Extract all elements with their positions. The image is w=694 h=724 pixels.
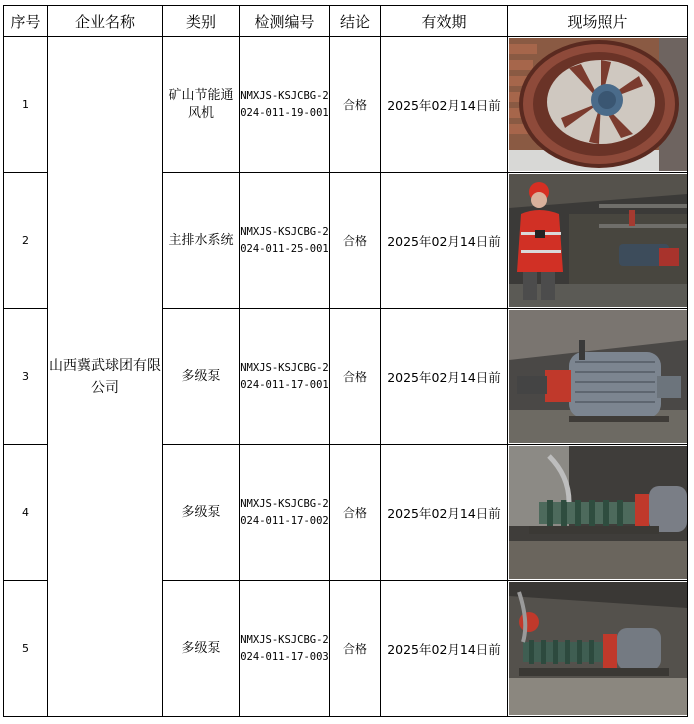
row-validity: 2025年02月14日前 (381, 309, 508, 445)
row-report-no: NMXJS-KSJCBG-2024-011-17-003 (240, 581, 330, 717)
row-index: 5 (4, 581, 48, 717)
row-index: 3 (4, 309, 48, 445)
header-report-no: 检测编号 (240, 6, 330, 37)
row-report-no: NMXJS-KSJCBG-2024-011-17-002 (240, 445, 330, 581)
worker-in-pump-room-photo (509, 174, 687, 307)
header-company: 企业名称 (48, 6, 163, 37)
header-validity: 有效期 (381, 6, 508, 37)
multistage-pump-motor-photo (509, 310, 687, 443)
row-photo-cell (508, 581, 688, 717)
company-name: 山西冀武球团有限公司 (48, 37, 163, 717)
axial-fan-image (509, 38, 687, 171)
row-conclusion: 合格 (330, 445, 381, 581)
pump-room-image (509, 174, 687, 307)
pump-image (509, 582, 687, 715)
pump-image (509, 446, 687, 579)
row-validity: 2025年02月14日前 (381, 445, 508, 581)
table-row (4, 37, 688, 173)
row-validity: 2025年02月14日前 (381, 37, 508, 173)
row-index: 2 (4, 173, 48, 309)
row-category: 多级泵 (163, 309, 240, 445)
row-report-no: NMXJS-KSJCBG-2024-011-17-001 (240, 309, 330, 445)
inspection-table (3, 5, 688, 717)
row-report-no: NMXJS-KSJCBG-2024-011-25-001 (240, 173, 330, 309)
row-conclusion: 合格 (330, 37, 381, 173)
row-validity: 2025年02月14日前 (381, 173, 508, 309)
row-conclusion: 合格 (330, 581, 381, 717)
pump-motor-image (509, 310, 687, 443)
row-report-no: NMXJS-KSJCBG-2024-011-19-001 (240, 37, 330, 173)
axial-fan-photo (509, 38, 687, 171)
row-photo-cell (508, 37, 688, 173)
multistage-pump-photo (509, 446, 687, 579)
row-category: 多级泵 (163, 445, 240, 581)
header-index: 序号 (4, 6, 48, 37)
row-category: 矿山节能通风机 (163, 37, 240, 173)
row-photo-cell (508, 173, 688, 309)
row-index: 1 (4, 37, 48, 173)
row-validity: 2025年02月14日前 (381, 581, 508, 717)
row-index: 4 (4, 445, 48, 581)
row-photo-cell (508, 309, 688, 445)
row-conclusion: 合格 (330, 309, 381, 445)
header-row (4, 6, 688, 37)
multistage-pump-photo (509, 582, 687, 715)
row-photo-cell (508, 445, 688, 581)
header-category: 类别 (163, 6, 240, 37)
row-conclusion: 合格 (330, 173, 381, 309)
header-conclusion: 结论 (330, 6, 381, 37)
row-category: 多级泵 (163, 581, 240, 717)
header-photo: 现场照片 (508, 6, 688, 37)
row-category: 主排水系统 (163, 173, 240, 309)
